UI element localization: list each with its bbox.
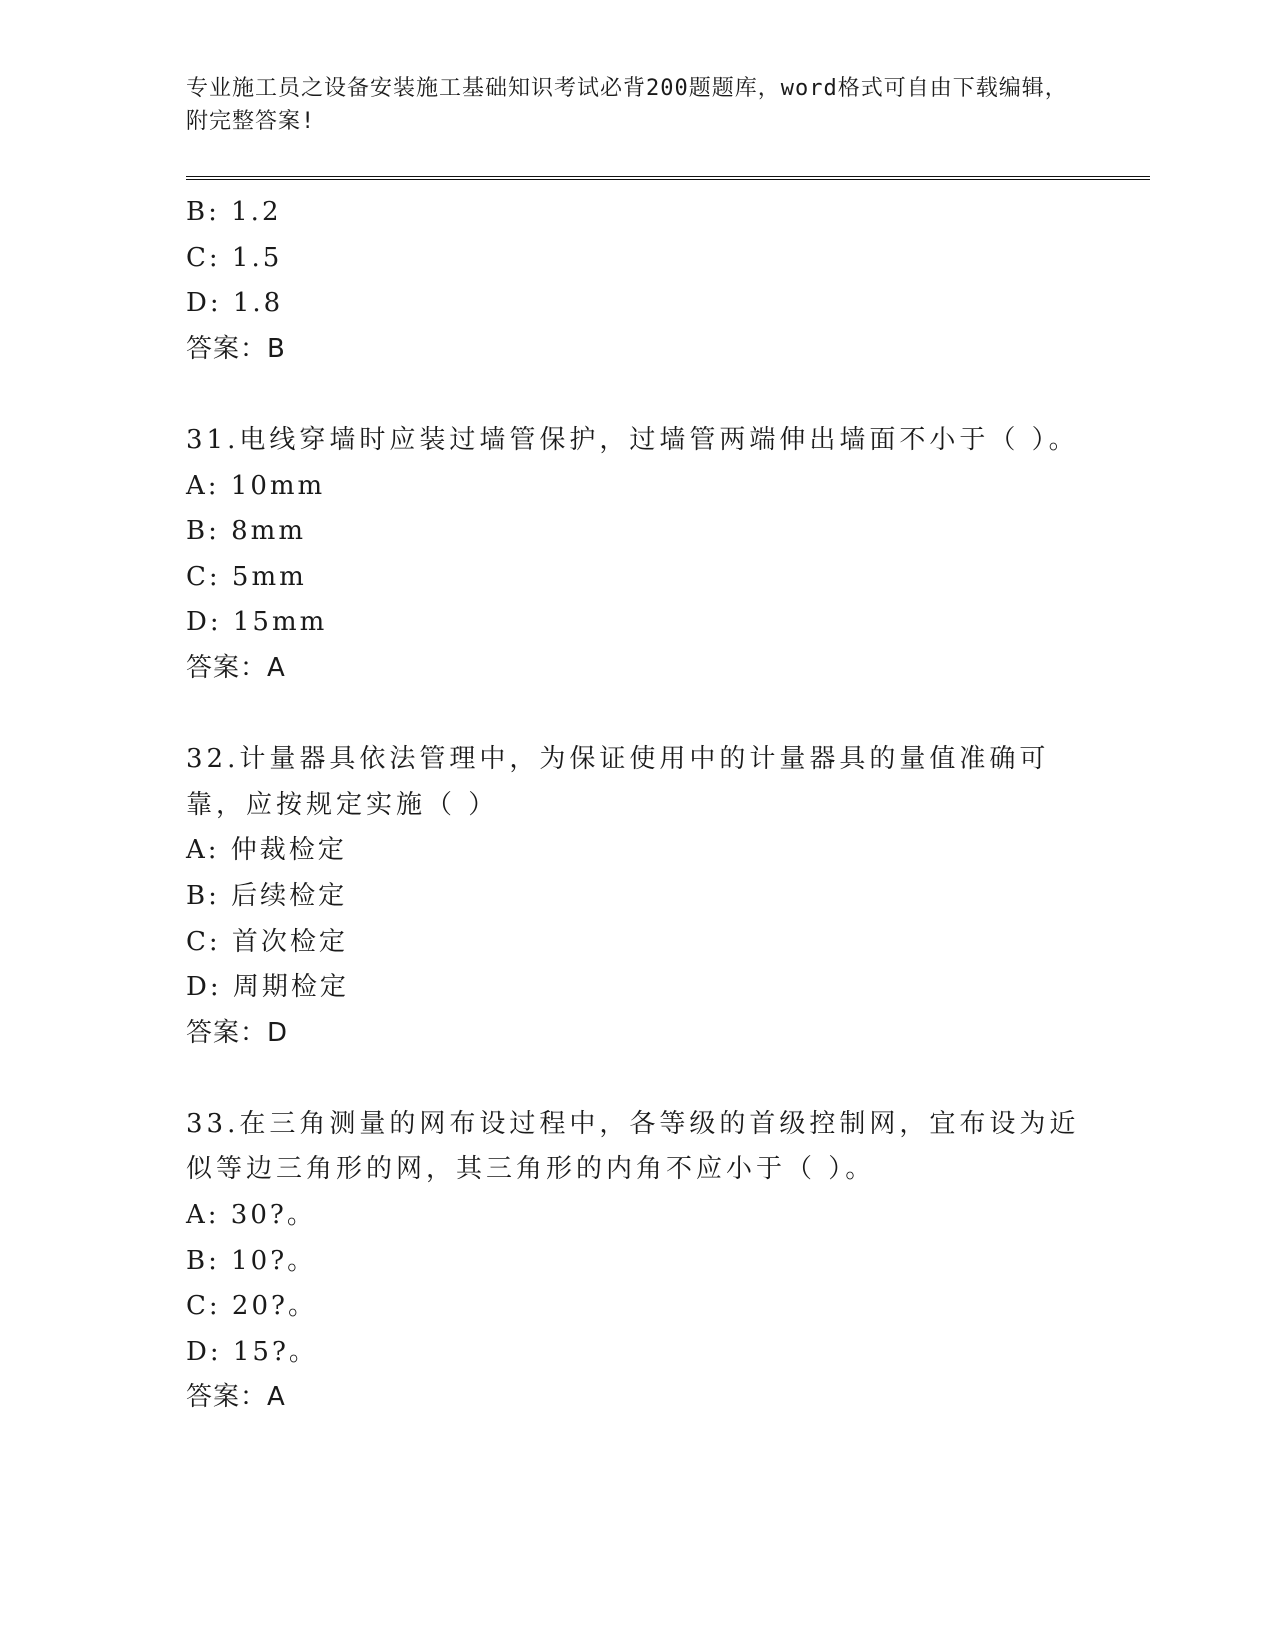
question-text: 电线穿墙时应装过墙管保护，过墙管两端伸出墙面不小于（ ）。 bbox=[239, 424, 1079, 455]
option-b: B: 后续检定 bbox=[186, 880, 348, 911]
option-a: A: 10mm bbox=[186, 470, 326, 501]
spacer bbox=[186, 692, 1086, 738]
option-d: D: 1.8 bbox=[186, 288, 284, 319]
question-list bbox=[186, 190, 1086, 1421]
question-number: 33. bbox=[186, 1108, 240, 1139]
answer-line: 答案：A bbox=[186, 1382, 286, 1413]
option-c: C: 1.5 bbox=[186, 242, 283, 273]
question-text: 在三角测量的网布设过程中，各等级的首级控制网，宜布设为近似等边三角形的网，其三角形的内角不应小于（ ）。 bbox=[186, 1108, 1080, 1185]
question-block bbox=[186, 418, 1086, 692]
option-c: C: 5mm bbox=[186, 561, 307, 592]
option-a: A: 仲裁检定 bbox=[186, 835, 347, 866]
answer-line: 答案：B bbox=[186, 333, 286, 364]
question-stem bbox=[186, 737, 1086, 828]
question-stem bbox=[186, 418, 1086, 464]
option-b: B: 1.2 bbox=[186, 197, 282, 227]
spacer bbox=[186, 1056, 1086, 1102]
question-block bbox=[186, 737, 1086, 1056]
question-block bbox=[186, 1102, 1086, 1421]
option-b: B: 10?。 bbox=[186, 1245, 317, 1276]
question-text: 计量器具依法管理中，为保证使用中的计量器具的量值准确可靠，应按规定实施（ ） bbox=[186, 744, 1050, 820]
header-divider bbox=[186, 176, 1150, 180]
option-c: C: 20?。 bbox=[186, 1291, 317, 1322]
answer-line: 答案：A bbox=[186, 652, 286, 683]
question-number: 32. bbox=[186, 744, 240, 775]
option-b: B: 8mm bbox=[186, 516, 306, 547]
option-a: A: 30?。 bbox=[186, 1200, 316, 1231]
option-c: C: 首次检定 bbox=[186, 926, 348, 957]
document-header-title: 专业施工员之设备安装施工基础知识考试必背200题题库，word格式可自由下载编辑，附完整答案! bbox=[186, 76, 1068, 134]
spacer bbox=[186, 372, 1086, 418]
question-stem bbox=[186, 1102, 1086, 1193]
option-d: D: 周期检定 bbox=[186, 972, 349, 1003]
option-d: D: 15?。 bbox=[186, 1336, 318, 1367]
question-block bbox=[186, 190, 1086, 372]
answer-line: 答案：D bbox=[186, 1017, 289, 1048]
option-d: D: 15mm bbox=[186, 607, 328, 638]
question-number: 31. bbox=[186, 424, 240, 455]
